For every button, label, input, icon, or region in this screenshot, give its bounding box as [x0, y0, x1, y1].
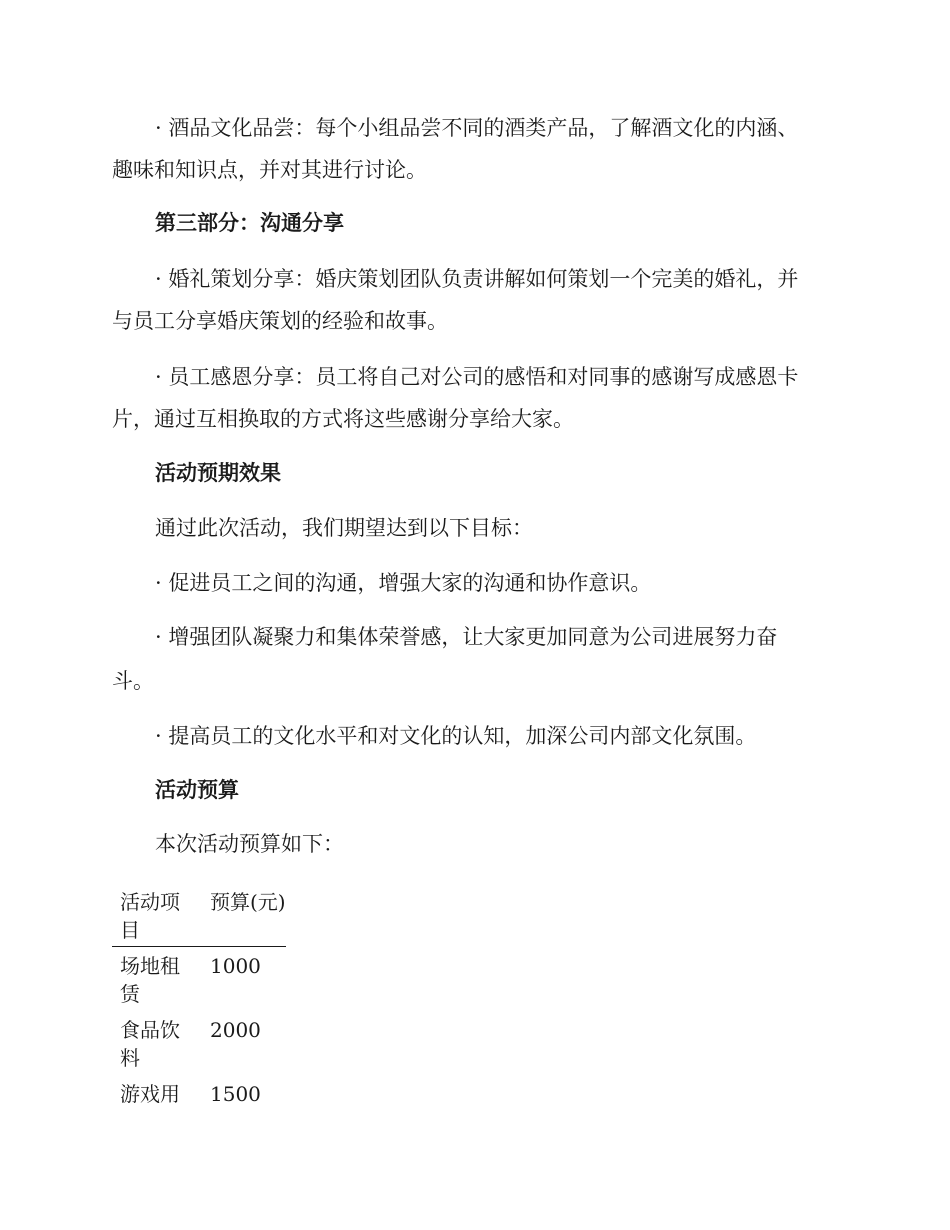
bullet-wedding-planning-cont: 与员工分享婚庆策划的经验和故事。 — [112, 309, 448, 333]
cell-item: 场地租赁 — [120, 954, 180, 1006]
intro-goals: 通过此次活动，我们期望达到以下目标： — [155, 516, 533, 540]
budget-table — [112, 886, 286, 1111]
bullet-culture-level: · 提高员工的文化水平和对文化的认知，加深公司内部文化氛围。 — [155, 724, 757, 748]
section-heading-part3: 第三部分：沟通分享 — [155, 210, 344, 235]
section-heading-budget: 活动预算 — [155, 777, 239, 802]
bullet-team-cohesion-cont: 斗。 — [112, 669, 154, 693]
bullet-wine-tasting: · 酒品文化品尝：每个小组品尝不同的酒类产品，了解酒文化的内涵、 — [155, 116, 799, 140]
bullet-wine-tasting-cont: 趣味和知识点，并对其进行讨论。 — [112, 158, 427, 182]
cell-amount: 2000 — [210, 1018, 261, 1042]
section-heading-expected-effect: 活动预期效果 — [155, 460, 281, 485]
cell-amount: 1000 — [210, 954, 261, 978]
cell-item: 游戏用 — [120, 1082, 180, 1106]
header-activity-item: 活动项目 — [120, 890, 180, 942]
bullet-gratitude-sharing: · 员工感恩分享：员工将自己对公司的感悟和对同事的感谢写成感恩卡 — [155, 365, 799, 389]
bullet-wedding-planning: · 婚礼策划分享：婚庆策划团队负责讲解如何策划一个完美的婚礼，并 — [155, 267, 799, 291]
cell-item: 食品饮料 — [120, 1018, 180, 1070]
budget-intro: 本次活动预算如下： — [155, 832, 344, 856]
bullet-team-cohesion: · 增强团队凝聚力和集体荣誉感，让大家更加同意为公司进展努力奋 — [155, 625, 778, 649]
bullet-gratitude-sharing-cont: 片，通过互相换取的方式将这些感谢分享给大家。 — [112, 407, 574, 431]
header-budget-yuan: 预算(元) — [210, 890, 286, 914]
cell-amount: 1500 — [210, 1082, 261, 1106]
table-row — [112, 1075, 286, 1111]
table-header-row — [112, 886, 286, 947]
table-row — [112, 947, 286, 1012]
bullet-communication: · 促进员工之间的沟通，增强大家的沟通和协作意识。 — [155, 571, 652, 595]
table-row — [112, 1011, 286, 1075]
